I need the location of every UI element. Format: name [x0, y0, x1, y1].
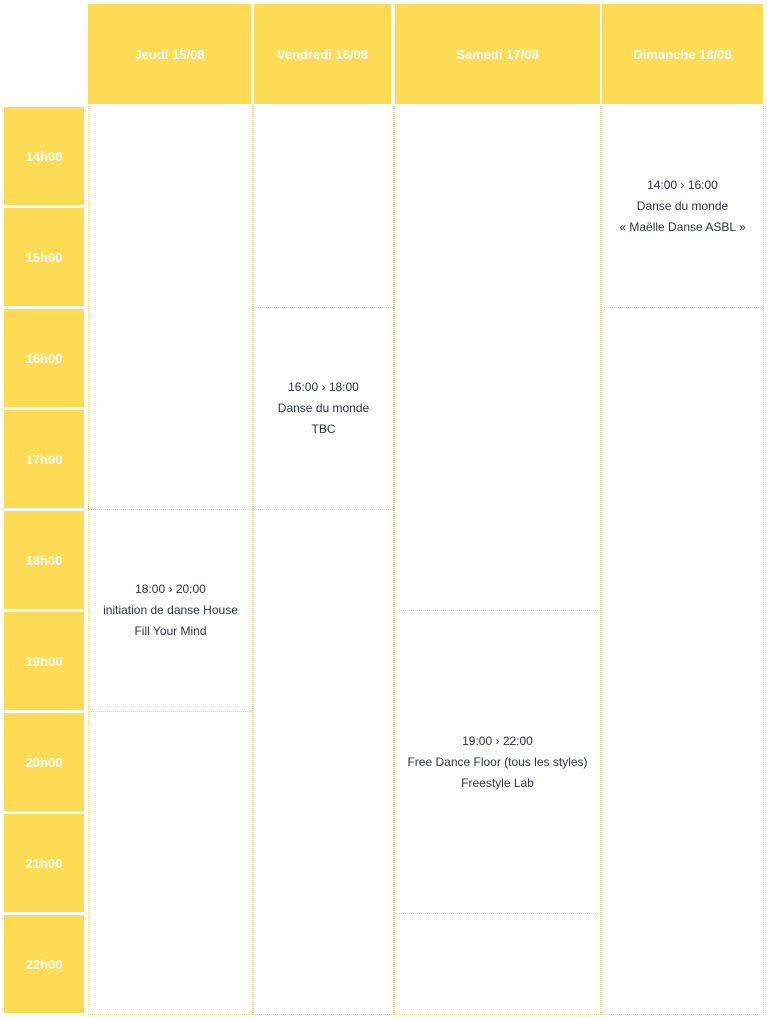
- hour-text: 20h00: [25, 754, 63, 770]
- empty-slot: [89, 106, 252, 510]
- day-header-samedi: [395, 4, 600, 104]
- day-column-dimanche: [601, 106, 764, 1015]
- hour-label: [4, 208, 84, 306]
- event-block[interactable]: [602, 106, 763, 308]
- event-time: 16:00 › 18:00: [288, 380, 359, 394]
- day-header-label: Jeudi 15/08: [134, 46, 205, 62]
- event-title: Danse du monde: [636, 199, 729, 213]
- day-header-dimanche: [602, 4, 763, 104]
- hour-label: [4, 511, 84, 609]
- event-title: initiation de danse House: [103, 603, 238, 617]
- event-time: 14:00 › 16:00: [647, 178, 718, 192]
- hour-text: 21h00: [25, 855, 63, 871]
- day-header-vendredi: [254, 4, 391, 104]
- event-time: 18:00 › 20:00: [135, 582, 206, 596]
- event-title: Free Dance Floor (tous les styles): [407, 754, 588, 769]
- empty-slot: [254, 106, 393, 308]
- event-host: Fill Your Mind: [134, 624, 207, 638]
- hour-label: [4, 814, 84, 912]
- day-column-samedi: [394, 106, 601, 1015]
- hour-label: [4, 713, 84, 811]
- hour-text: 18h00: [25, 552, 63, 568]
- event-host: « Maëlle Danse ASBL »: [619, 220, 746, 234]
- event-host: Freestyle Lab: [461, 775, 534, 790]
- event-title: Danse du monde: [277, 401, 370, 415]
- hour-text: 19h00: [25, 653, 63, 669]
- hour-label: [4, 612, 84, 710]
- day-header-label: Vendredi 16/08: [276, 46, 369, 62]
- hour-label: [4, 410, 84, 508]
- event-block[interactable]: [254, 308, 393, 510]
- day-header-label: Dimanche 18/08: [633, 46, 732, 62]
- empty-slot: [395, 106, 600, 611]
- hour-text: 16h00: [25, 350, 63, 366]
- event-time: 19:00 › 22:00: [462, 733, 533, 748]
- day-column-vendredi: [253, 106, 394, 1015]
- day-header-label: Samedi 17/08: [456, 46, 539, 62]
- event-block[interactable]: [89, 510, 252, 712]
- event-block[interactable]: [395, 611, 600, 914]
- hour-label: [4, 915, 84, 1013]
- hour-text: 17h00: [25, 451, 63, 467]
- hour-text: 14h00: [25, 148, 63, 164]
- day-header-jeudi: [88, 4, 251, 104]
- hour-label: [4, 107, 84, 205]
- hour-text: 22h00: [25, 956, 63, 972]
- day-column-jeudi: [88, 106, 253, 1015]
- hour-label: [4, 309, 84, 407]
- event-host: TBC: [311, 422, 336, 436]
- hour-text: 15h00: [25, 249, 63, 265]
